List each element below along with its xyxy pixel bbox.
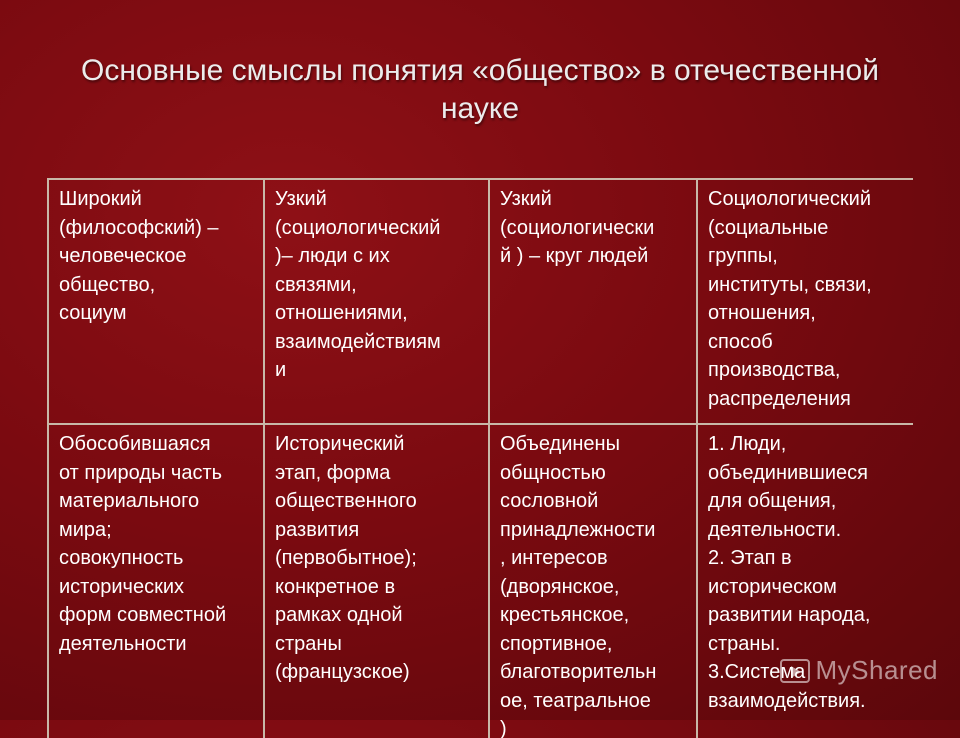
table-cell	[489, 424, 697, 738]
cell-text: Широкий (философский) – человеческое общество, социум	[59, 188, 219, 324]
cell-text: 1. Люди, объединившиеся для общения, деятельности. 2. Этап в историческом развитии народа, страны. 3.Система взаимодействия.	[708, 433, 871, 712]
table-cell	[264, 179, 489, 424]
cell-text: Исторический этап, форма общественного развития (первобытное); конкретное в рамках одной страны (французское)	[275, 433, 417, 683]
table-cell	[697, 424, 913, 738]
cell-text: Узкий (социологический )– люди с их связями, отношениями, взаимодействиям и	[275, 188, 441, 381]
table-cell	[48, 424, 264, 738]
table-row	[48, 424, 913, 738]
table-cell	[697, 179, 913, 424]
play-icon	[780, 659, 810, 683]
meanings-table	[47, 178, 913, 738]
cell-text: Обособившаяся от природы часть материального мира; совокупность исторических форм совместной деятельности	[59, 433, 227, 655]
cell-text: Объединены общностью сословной принадлежности , интересов (дворянское, крестьянское, спортивное, благотворительн ое, театральное )	[500, 433, 657, 738]
table-cell	[489, 179, 697, 424]
slide-title-text: Основные смыслы понятия «общество» в отечественной науке	[80, 54, 880, 125]
watermark-text: MyShared	[815, 655, 938, 685]
cell-text: Узкий (социологически й ) – круг людей	[500, 188, 655, 267]
meanings-table-wrapper	[47, 178, 913, 738]
watermark	[780, 655, 939, 686]
table-cell	[48, 179, 264, 424]
cell-text: Социологический (социальные группы, институты, связи, отношения, способ производства, распределения	[708, 188, 872, 410]
slide-title	[40, 52, 920, 128]
table-row	[48, 179, 913, 424]
table-cell	[264, 424, 489, 738]
